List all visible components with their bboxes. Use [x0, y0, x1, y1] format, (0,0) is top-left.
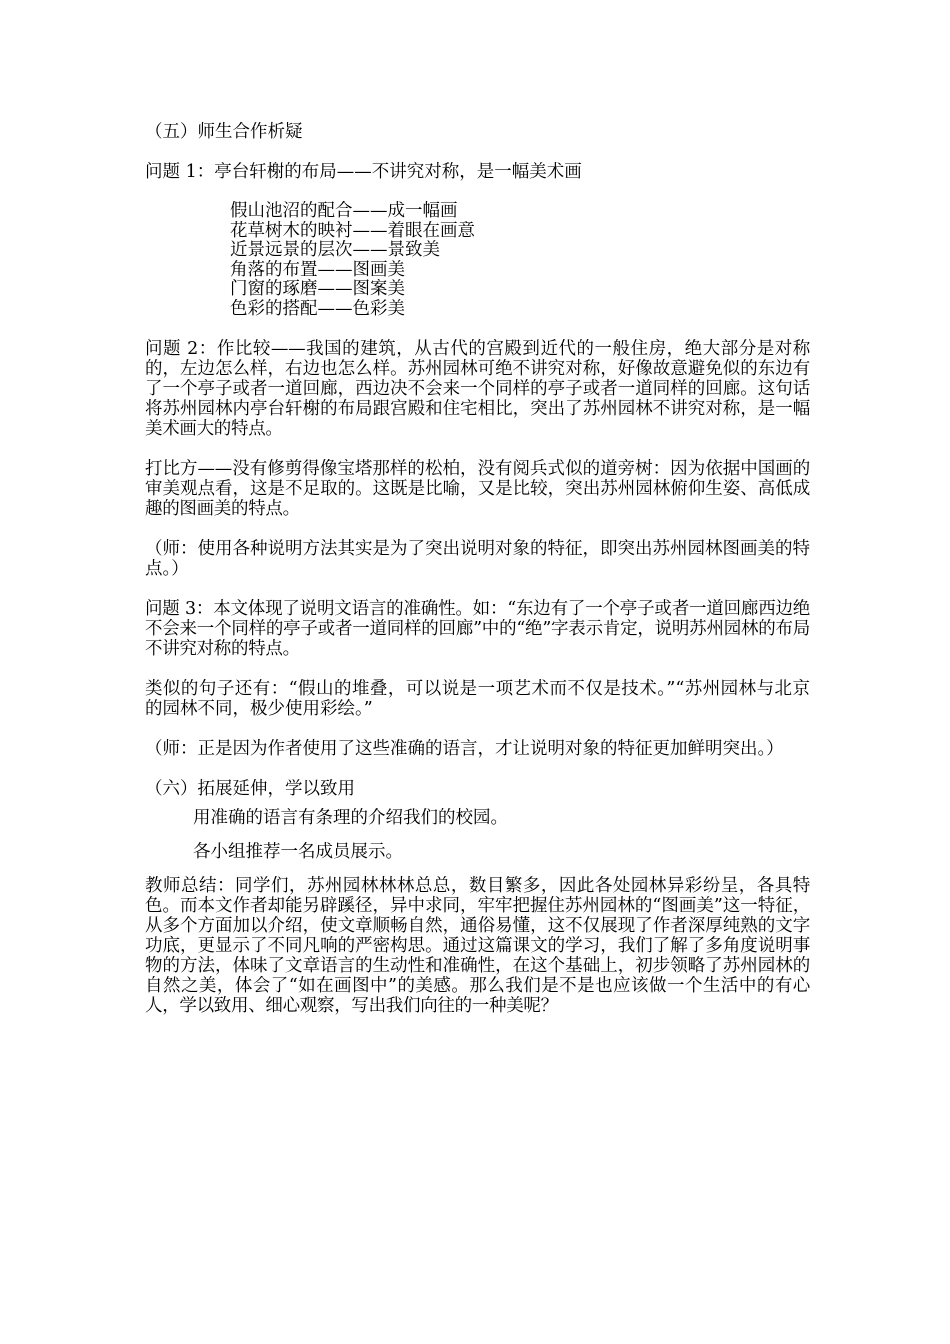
question1-item: 门窗的琢磨——图案美 [230, 279, 405, 299]
document-page [145, 122, 810, 1016]
question1-item: 色彩的搭配——色彩美 [230, 298, 405, 319]
question1-item: 花草树木的映衬——着眼在画意 [230, 220, 475, 241]
teacher-summary-paragraph: 教师总结：同学们，苏州园林林林总总，数目繁多，因此各处园林异彩纷呈，各具特色。而本文作者却能另辟蹊径，异中求同，牢牢把握住苏州园林的“图画美”这一特征，从多个方面加以介绍，使文章顺畅自然，通俗易懂，这不仅展现了作者深厚纯熟的文字功底，更显示了不同凡响的严密构思。通过这篇课文的学习，我们了解了多角度说明事物的方法，体味了文章语言的生动性和准确性，在这个基础上，初步领略了苏州园林的自然之美，体会了“如在画图中”的美感。那么我们是不是也应该做一个生活中的有心人，学以致用、细心观察，写出我们向往的一种美呢？ [145, 876, 810, 1016]
question1-item-list [230, 202, 810, 319]
question1-item: 近景远景的层次——景致美 [230, 240, 440, 260]
section6-line-1: 用准确的语言有条理的介绍我们的校园。 [193, 808, 508, 828]
question2-paragraph: 问题 2：作比较——我国的建筑，从古代的宫殿到近代的一般住房，绝大部分是对称的，左边怎么样，右边也怎么样。苏州园林可绝不讲究对称，好像故意避免似的东边有了一个亭子或者一道回廊，西边决不会来一个同样的亭子或者一道同样的回廊。这句话将苏州园林内亭台轩榭的布局跟宫殿和住宅相比，突出了苏州园林不讲究对称，是一幅美术画大的特点。 [145, 339, 810, 439]
question1-item: 角落的布置——图画美 [230, 259, 405, 280]
section5-heading: （五）师生合作析疑 [145, 122, 303, 142]
teacher-note-2: （师：正是因为作者使用了这些准确的语言，才让说明对象的特征更加鲜明突出。） [145, 739, 784, 759]
question1-item: 假山池沼的配合——成一幅画 [230, 201, 458, 221]
similar-sentences-paragraph: 类似的句子还有：“假山的堆叠，可以说是一项艺术而不仅是技术。”“苏州园林与北京的园林不同，极少使用彩绘。” [145, 679, 810, 719]
question1-title: 问题 1：亭台轩榭的布局——不讲究对称，是一幅美术画 [145, 162, 582, 182]
section6-line-2: 各小组推荐一名成员展示。 [193, 842, 403, 862]
question3-paragraph: 问题 3：本文体现了说明文语言的准确性。如：“东边有了一个亭子或者一道回廊西边绝不会来一个同样的亭子或者一道同样的回廊”中的“绝”字表示肯定，说明苏州园林的布局不讲究对称的特点。 [145, 599, 810, 659]
analogy-paragraph: 打比方——没有修剪得像宝塔那样的松柏，没有阅兵式似的道旁树：因为依据中国画的审美观点看，这是不足取的。这既是比喻，又是比较，突出苏州园林俯仰生姿、高低成趣的图画美的特点。 [145, 459, 810, 519]
teacher-note-1: （师：使用各种说明方法其实是为了突出说明对象的特征，即突出苏州园林图画美的特点。） [145, 539, 810, 579]
section6-heading: （六）拓展延伸，学以致用 [145, 779, 355, 799]
